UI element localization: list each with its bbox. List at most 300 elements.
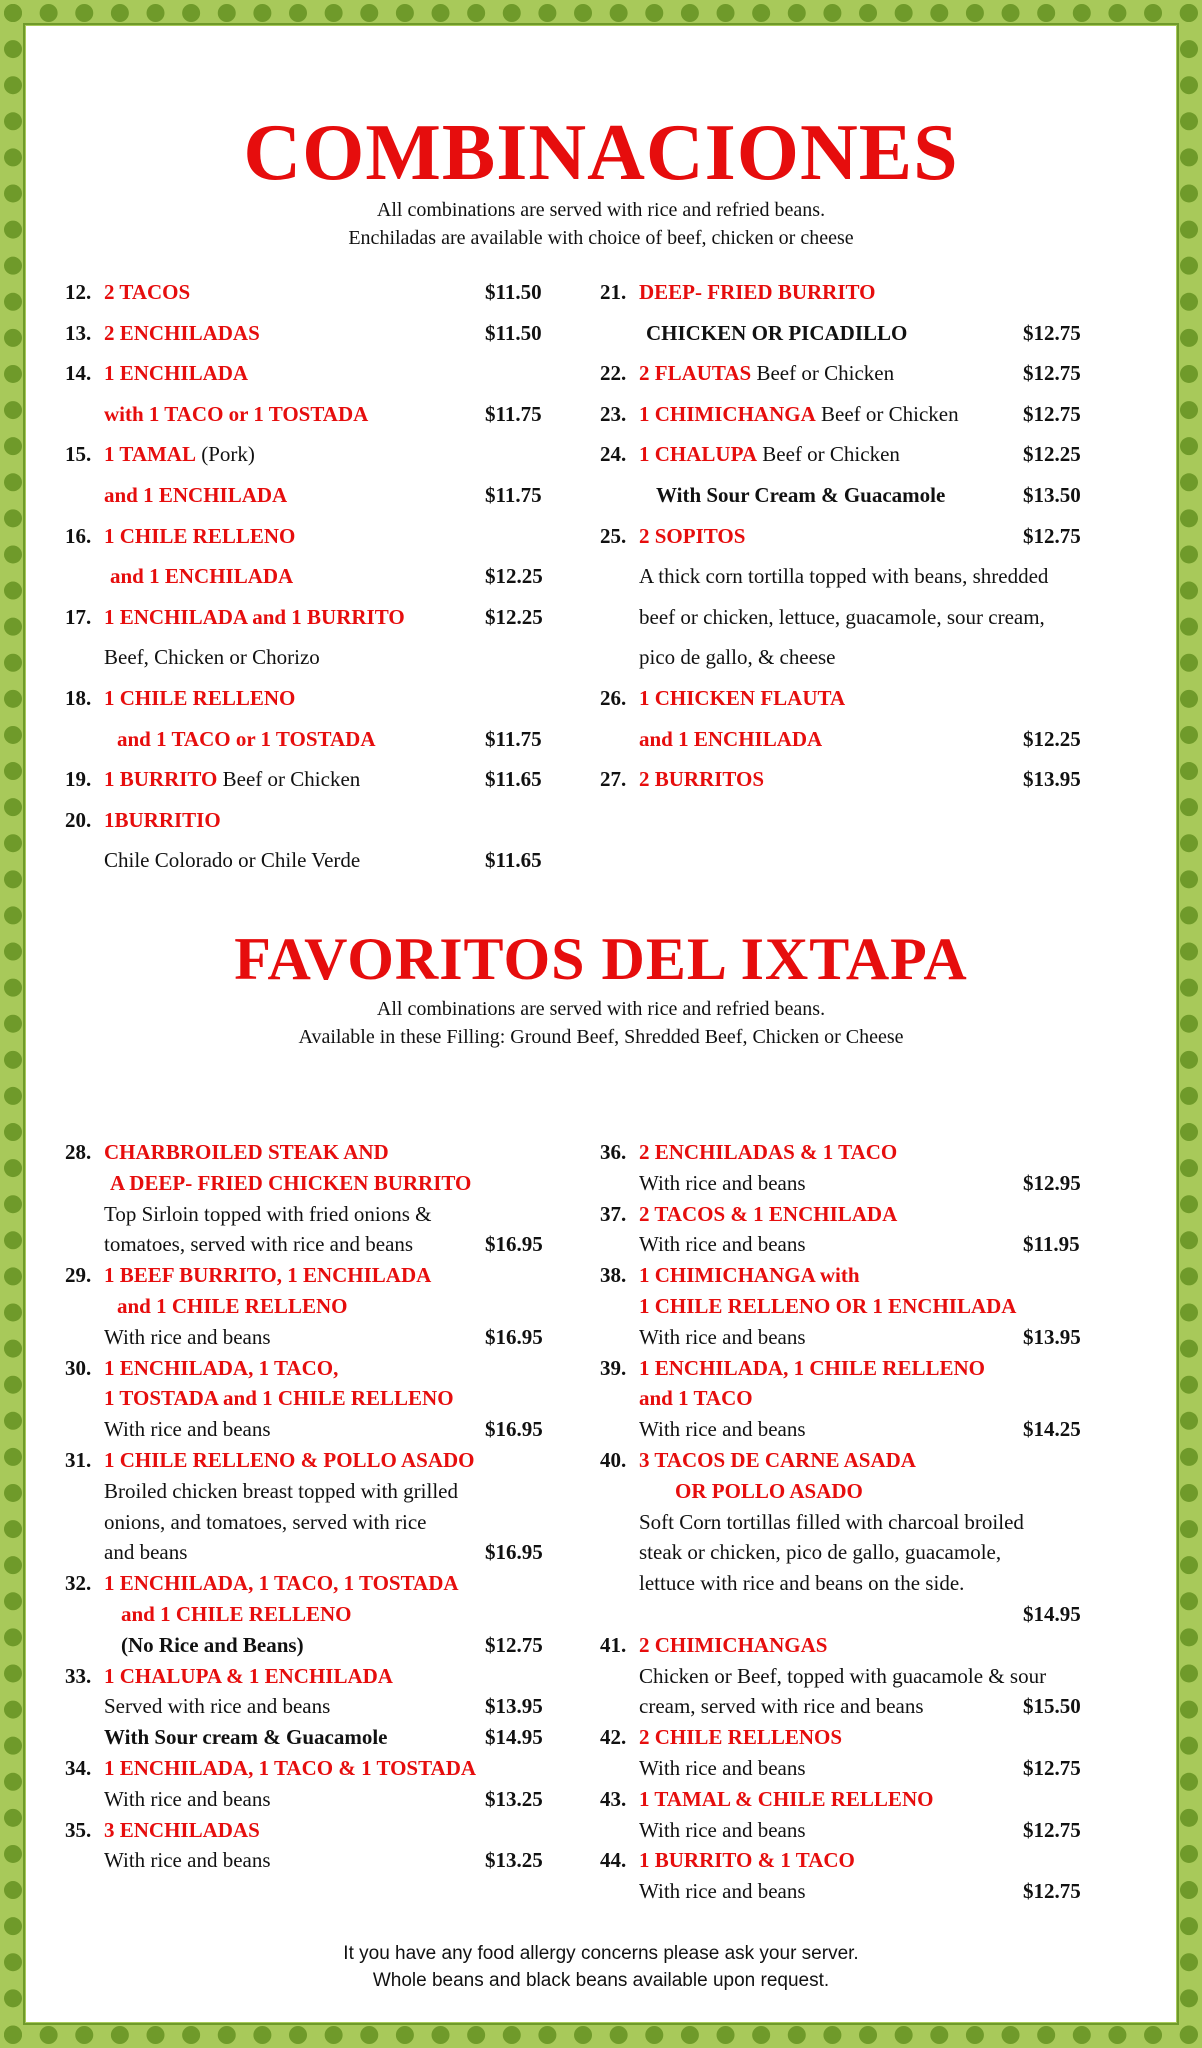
menu-line <box>65 1815 555 1846</box>
menu-line <box>600 597 1100 638</box>
item-description <box>104 394 368 435</box>
menu-line <box>600 1353 1100 1384</box>
menu-line <box>65 1753 555 1784</box>
item-description <box>639 678 845 719</box>
item-detail: Chile Colorado or Chile Verde <box>104 848 361 873</box>
item-name: and 1 ENCHILADA <box>110 564 294 589</box>
item-description <box>639 1784 933 1815</box>
item-name: 1BURRITIO <box>104 807 221 832</box>
item-number: 44. <box>600 1848 627 1873</box>
item-price: $16.95 <box>485 1540 543 1565</box>
item-price: $12.75 <box>1023 1817 1081 1842</box>
menu-line <box>600 1815 1100 1846</box>
item-name: CHARBROILED STEAK AND <box>104 1140 389 1164</box>
item-description <box>104 516 295 557</box>
menu-line <box>65 272 555 313</box>
item-name: 2 ENCHILADAS & 1 TACO <box>639 1140 898 1164</box>
item-description <box>639 272 875 313</box>
item-number: 20. <box>65 807 92 832</box>
item-detail: Top Sirloin topped with fried onions & <box>104 1201 432 1226</box>
menu-line <box>65 637 555 678</box>
item-detail: With rice and beans <box>104 1848 271 1873</box>
item-price: $11.95 <box>1023 1232 1080 1257</box>
item-price: $12.75 <box>1023 1879 1081 1904</box>
item-option: CHICKEN OR PICADILLO <box>646 320 908 345</box>
menu-line <box>600 1168 1100 1199</box>
item-name: 2 TACOS & 1 ENCHILADA <box>639 1201 898 1226</box>
item-name: 1 ENCHILADA, 1 TACO, <box>104 1355 339 1380</box>
favoritos-subtitle-line-1: All combinations are served with rice and refried beans. <box>376 998 826 1020</box>
item-description <box>639 394 959 435</box>
item-detail: Beef, Chicken or Chorizo <box>104 645 320 670</box>
item-price: $13.95 <box>485 1694 543 1719</box>
menu-line <box>600 1537 1100 1568</box>
item-name: 1 ENCHILADA, 1 CHILE RELLENO <box>639 1355 985 1380</box>
item-name: 1 ENCHILADA, 1 TACO, 1 TOSTADA <box>104 1571 459 1596</box>
item-description <box>121 1599 352 1630</box>
menu-line <box>65 1322 555 1353</box>
item-description <box>656 475 945 516</box>
menu-line <box>65 1537 555 1568</box>
item-detail: Served with rice and beans <box>104 1694 331 1719</box>
item-price: $13.50 <box>1023 482 1081 507</box>
item-price: $12.75 <box>1023 361 1081 386</box>
menu-line <box>65 394 555 435</box>
item-description <box>646 313 907 354</box>
menu-line <box>65 1414 555 1445</box>
item-description <box>639 759 764 800</box>
menu-line <box>600 434 1100 475</box>
item-name: DEEP- FRIED BURRITO <box>639 280 876 304</box>
item-name: 2 TACOS <box>104 280 191 304</box>
menu-line <box>600 1568 1100 1599</box>
item-detail: With rice and beans <box>639 1879 806 1904</box>
item-number: 22. <box>600 361 627 386</box>
item-name: 2 ENCHILADAS <box>104 320 260 345</box>
item-description <box>639 1383 753 1414</box>
item-price: $13.95 <box>1023 1324 1081 1349</box>
menu-line <box>65 434 555 475</box>
item-name: 2 FLAUTAS <box>639 361 752 386</box>
item-description <box>104 1753 476 1784</box>
item-description <box>121 1630 304 1661</box>
item-detail: lettuce with rice and beans on the side. <box>639 1571 965 1596</box>
item-name: 2 CHIMICHANGAS <box>639 1632 828 1657</box>
menu-line <box>600 1691 1100 1722</box>
item-name: 1 BURRITO <box>104 767 218 792</box>
item-description <box>104 1260 431 1291</box>
item-price: $11.50 <box>485 280 542 304</box>
allergy-notice <box>0 1940 1202 1994</box>
item-number: 38. <box>600 1263 627 1288</box>
item-price: $12.75 <box>1023 401 1081 426</box>
menu-line <box>600 1414 1100 1445</box>
menu-line <box>600 719 1100 760</box>
combinaciones-left-column <box>65 272 555 881</box>
item-number: 15. <box>65 442 92 467</box>
item-price: $11.75 <box>485 482 542 507</box>
item-description <box>104 759 360 800</box>
item-description <box>110 556 293 597</box>
item-description <box>104 1568 459 1599</box>
menu-line <box>600 516 1100 557</box>
item-name: with 1 TACO or 1 TOSTADA <box>104 401 369 426</box>
item-detail: With rice and beans <box>639 1170 806 1195</box>
item-description <box>639 1568 964 1599</box>
menu-line <box>600 475 1100 516</box>
item-detail: With rice and beans <box>639 1324 806 1349</box>
item-price: $12.75 <box>1023 320 1081 345</box>
item-number: 26. <box>600 685 627 710</box>
item-price: $11.65 <box>485 767 542 792</box>
menu-line <box>600 1137 1100 1168</box>
menu-line <box>65 313 555 354</box>
menu-line <box>65 1630 555 1661</box>
menu-line <box>65 800 555 841</box>
item-number: 42. <box>600 1725 627 1750</box>
item-name: and 1 ENCHILADA <box>639 726 823 751</box>
item-description <box>104 1537 187 1568</box>
item-name: 1 BURRITO & 1 TACO <box>639 1848 855 1873</box>
menu-line <box>600 1753 1100 1784</box>
item-number: 33. <box>65 1663 92 1688</box>
item-price: $16.95 <box>485 1232 543 1257</box>
item-description <box>639 516 745 557</box>
item-option: With Sour cream & Guacamole <box>104 1725 388 1750</box>
menu-line <box>65 1383 555 1414</box>
item-name: 1 CHICKEN FLAUTA <box>639 685 846 710</box>
item-price: $12.25 <box>1023 442 1081 467</box>
combinaciones-subtitle-line-2: Enchiladas are available with choice of beef, chicken or cheese <box>348 227 854 249</box>
item-name: 2 SOPITOS <box>639 523 746 548</box>
item-description <box>104 800 221 841</box>
item-number: 34. <box>65 1755 92 1780</box>
item-name: 1 TAMAL <box>104 442 196 467</box>
menu-line <box>65 1445 555 1476</box>
menu-line <box>65 597 555 638</box>
menu-line <box>600 353 1100 394</box>
item-number: 35. <box>65 1817 92 1842</box>
item-detail: With rice and beans <box>639 1417 806 1442</box>
item-detail: With rice and beans <box>104 1417 271 1442</box>
item-description <box>639 1722 842 1753</box>
item-name: 1 CHALUPA <box>639 442 758 467</box>
item-name: OR POLLO ASADO <box>675 1478 863 1503</box>
menu-line <box>65 719 555 760</box>
favoritos-left-column <box>65 1137 555 1876</box>
footer-line-1: It you have any food allergy concerns please ask your server. <box>343 1943 859 1964</box>
item-description <box>639 1353 985 1384</box>
item-number: 16. <box>65 523 92 548</box>
menu-line <box>65 1168 555 1199</box>
item-description <box>104 1722 387 1753</box>
item-number: 43. <box>600 1786 627 1811</box>
item-detail: cream, served with rice and beans <box>639 1694 924 1719</box>
item-detail: Beef or Chicken <box>757 442 900 467</box>
menu-line <box>600 1229 1100 1260</box>
item-description <box>104 1353 338 1384</box>
item-detail: With rice and beans <box>639 1817 806 1842</box>
item-description <box>104 434 255 475</box>
combinaciones-subtitle <box>0 196 1202 252</box>
item-number: 28. <box>65 1140 92 1164</box>
menu-line <box>600 637 1100 678</box>
menu-line <box>65 1291 555 1322</box>
favoritos-subtitle <box>0 995 1202 1051</box>
item-number: 24. <box>600 442 627 467</box>
item-name: 1 ENCHILADA and 1 BURRITO <box>104 604 405 629</box>
menu-line <box>65 840 555 881</box>
combinaciones-subtitle-line-1: All combinations are served with rice and refried beans. <box>376 199 826 221</box>
item-number: 17. <box>65 604 92 629</box>
combinaciones-title: COMBINACIONES <box>243 109 959 197</box>
item-price: $13.25 <box>485 1786 543 1811</box>
menu-line <box>65 1568 555 1599</box>
item-description <box>104 597 405 638</box>
item-description <box>639 1753 806 1784</box>
favoritos-subtitle-line-2: Available in these Filling: Ground Beef, Shredded Beef, Chicken or Cheese <box>298 1026 904 1048</box>
footer-line-2: Whole beans and black beans available upon request. <box>372 1970 830 1991</box>
item-detail: Beef or Chicken <box>217 767 361 792</box>
item-number: 12. <box>65 280 92 304</box>
item-detail: With rice and beans <box>104 1324 271 1349</box>
item-number: 13. <box>65 320 92 345</box>
menu-line <box>600 1199 1100 1230</box>
menu-line <box>600 1599 1100 1630</box>
item-number: 19. <box>65 767 92 792</box>
item-name: and 1 TACO <box>639 1386 753 1411</box>
item-name: and 1 CHILE RELLENO <box>117 1293 348 1318</box>
item-description <box>639 1507 1024 1538</box>
item-description <box>104 1383 454 1414</box>
menu-line <box>600 1661 1100 1692</box>
item-price: $12.75 <box>1023 1755 1081 1780</box>
item-name: 3 ENCHILADAS <box>104 1817 260 1842</box>
menu-line <box>65 1691 555 1722</box>
item-name: 2 BURRITOS <box>639 767 765 792</box>
menu-line <box>65 353 555 394</box>
item-number: 36. <box>600 1140 627 1164</box>
item-name: 2 CHILE RELLENOS <box>639 1725 843 1750</box>
menu-line <box>65 1476 555 1507</box>
item-detail: (Pork) <box>195 442 255 467</box>
menu-line <box>600 1445 1100 1476</box>
item-detail: Chicken or Beef, topped with guacamole & sour <box>639 1663 1047 1688</box>
item-description <box>110 1168 471 1199</box>
item-description <box>639 1630 827 1661</box>
item-description <box>639 556 1048 597</box>
item-detail: With rice and beans <box>639 1232 806 1257</box>
menu-line <box>600 1291 1100 1322</box>
menu-line <box>600 1507 1100 1538</box>
item-number: 31. <box>65 1447 92 1472</box>
item-description <box>104 1414 271 1445</box>
menu-line <box>65 759 555 800</box>
item-price: $11.75 <box>485 401 542 426</box>
item-option: (No Rice and Beans) <box>121 1632 304 1657</box>
menu-line <box>65 1661 555 1692</box>
item-description <box>639 637 836 678</box>
item-number: 29. <box>65 1263 92 1288</box>
item-description <box>639 353 894 394</box>
item-detail: A thick corn tortilla topped with beans, shredded <box>639 564 1049 589</box>
item-description <box>639 1876 806 1907</box>
item-description <box>104 1229 413 1260</box>
item-description <box>104 1507 427 1538</box>
menu-line <box>600 1476 1100 1507</box>
item-description <box>639 1537 1001 1568</box>
item-price: $12.75 <box>1023 523 1081 548</box>
item-description <box>104 1845 271 1876</box>
item-name: 1 CHALUPA & 1 ENCHILADA <box>104 1663 393 1688</box>
item-detail: Beef or Chicken <box>815 401 959 426</box>
favoritos-title: FAVORITOS DEL IXTAPA <box>234 926 968 992</box>
menu-line <box>600 1260 1100 1291</box>
item-description <box>104 1815 260 1846</box>
menu-line <box>600 1630 1100 1661</box>
item-description <box>639 1414 806 1445</box>
item-name: and 1 CHILE RELLENO <box>121 1601 352 1626</box>
item-price: $13.25 <box>485 1848 543 1873</box>
item-detail: and beans <box>104 1540 188 1565</box>
item-number: 39. <box>600 1355 627 1380</box>
item-option: With Sour Cream & Guacamole <box>656 482 946 507</box>
menu-line <box>600 759 1100 800</box>
favoritos-right-column <box>600 1137 1100 1907</box>
menu-line <box>65 1722 555 1753</box>
item-description <box>639 1260 860 1291</box>
item-description <box>639 1445 916 1476</box>
item-description <box>639 1229 806 1260</box>
item-price: $12.75 <box>485 1632 543 1657</box>
item-description <box>639 1168 806 1199</box>
item-detail: With rice and beans <box>639 1755 806 1780</box>
item-description <box>104 1199 432 1230</box>
item-price: $14.95 <box>1023 1601 1081 1626</box>
item-price: $16.95 <box>485 1324 543 1349</box>
item-name: 1 BEEF BURRITO, 1 ENCHILADA <box>104 1263 432 1288</box>
item-description <box>639 1199 897 1230</box>
item-detail: Soft Corn tortillas filled with charcoal broiled <box>639 1509 1024 1534</box>
menu-line <box>600 1876 1100 1907</box>
item-name: 1 ENCHILADA <box>104 361 249 386</box>
item-detail: steak or chicken, pico de gallo, guacamole, <box>639 1540 1002 1565</box>
item-description <box>104 1322 271 1353</box>
item-description <box>104 1476 458 1507</box>
menu-line <box>65 516 555 557</box>
menu-line <box>65 1260 555 1291</box>
item-description <box>639 597 1045 638</box>
item-price: $11.65 <box>485 848 542 873</box>
item-detail: Beef or Chicken <box>751 361 895 386</box>
item-detail: pico de gallo, & cheese <box>639 645 836 670</box>
menu-line <box>600 272 1100 313</box>
menu-line <box>600 1722 1100 1753</box>
item-name: 1 TOSTADA and 1 CHILE RELLENO <box>104 1386 454 1411</box>
item-description <box>639 1661 1046 1692</box>
item-name: 1 TAMAL & CHILE RELLENO <box>639 1786 934 1811</box>
menu-line <box>65 1137 555 1168</box>
menu-line <box>600 313 1100 354</box>
item-name: 3 TACOS DE CARNE ASADA <box>639 1447 916 1472</box>
item-description <box>117 1291 348 1322</box>
item-description <box>104 313 260 354</box>
item-number: 27. <box>600 767 627 792</box>
item-description <box>104 1137 389 1168</box>
menu-line <box>65 1845 555 1876</box>
item-description <box>104 1784 271 1815</box>
item-number: 14. <box>65 361 92 386</box>
item-name: 1 CHIMICHANGA <box>639 401 816 426</box>
item-description <box>675 1476 863 1507</box>
menu-line <box>65 1507 555 1538</box>
menu-line <box>65 1199 555 1230</box>
item-description <box>104 678 295 719</box>
item-description <box>104 353 248 394</box>
menu-line <box>600 1383 1100 1414</box>
item-price: $12.95 <box>1023 1170 1081 1195</box>
item-description <box>117 719 376 760</box>
item-name: 1 CHILE RELLENO & POLLO ASADO <box>104 1447 475 1472</box>
item-name: and 1 TACO or 1 TOSTADA <box>117 726 376 751</box>
menu-line <box>65 1229 555 1260</box>
item-number: 40. <box>600 1447 627 1472</box>
item-price: $12.25 <box>485 564 543 589</box>
item-description <box>639 434 900 475</box>
menu-line <box>600 1784 1100 1815</box>
item-description <box>639 1322 806 1353</box>
item-description <box>639 1691 924 1722</box>
item-number: 30. <box>65 1355 92 1380</box>
menu-line <box>600 394 1100 435</box>
item-name: and 1 ENCHILADA <box>104 482 288 507</box>
item-price: $14.95 <box>485 1725 543 1750</box>
item-detail: With rice and beans <box>104 1786 271 1811</box>
item-detail: tomatoes, served with rice and beans <box>104 1232 414 1257</box>
item-number: 18. <box>65 685 92 710</box>
item-description <box>639 1137 897 1168</box>
item-price: $16.95 <box>485 1417 543 1442</box>
item-detail: onions, and tomatoes, served with rice <box>104 1509 427 1534</box>
item-number: 23. <box>600 401 627 426</box>
item-price: $11.50 <box>485 320 542 345</box>
item-name: 1 CHIMICHANGA with <box>639 1263 860 1288</box>
menu-line <box>65 556 555 597</box>
menu-line <box>600 1322 1100 1353</box>
item-name: 1 CHILE RELLENO <box>104 523 296 548</box>
item-price: $11.75 <box>485 726 542 751</box>
item-price: $12.25 <box>485 604 543 629</box>
item-price: $13.95 <box>1023 767 1081 792</box>
item-number: 37. <box>600 1201 627 1226</box>
item-number: 21. <box>600 280 627 304</box>
item-detail: beef or chicken, lettuce, guacamole, sour cream, <box>639 604 1045 629</box>
menu-line <box>600 1845 1100 1876</box>
item-description <box>104 1661 393 1692</box>
menu-line <box>600 556 1100 597</box>
item-description <box>104 1445 474 1476</box>
item-name: A DEEP- FRIED CHICKEN BURRITO <box>110 1170 472 1195</box>
item-description <box>104 840 360 881</box>
menu-line <box>65 1784 555 1815</box>
item-name: 1 CHILE RELLENO OR 1 ENCHILADA <box>639 1293 1017 1318</box>
item-description <box>104 272 190 313</box>
item-description <box>639 1815 806 1846</box>
combinaciones-right-column <box>600 272 1100 800</box>
menu-line <box>65 475 555 516</box>
item-number: 41. <box>600 1632 627 1657</box>
item-detail: Broiled chicken breast topped with grilled <box>104 1478 458 1503</box>
